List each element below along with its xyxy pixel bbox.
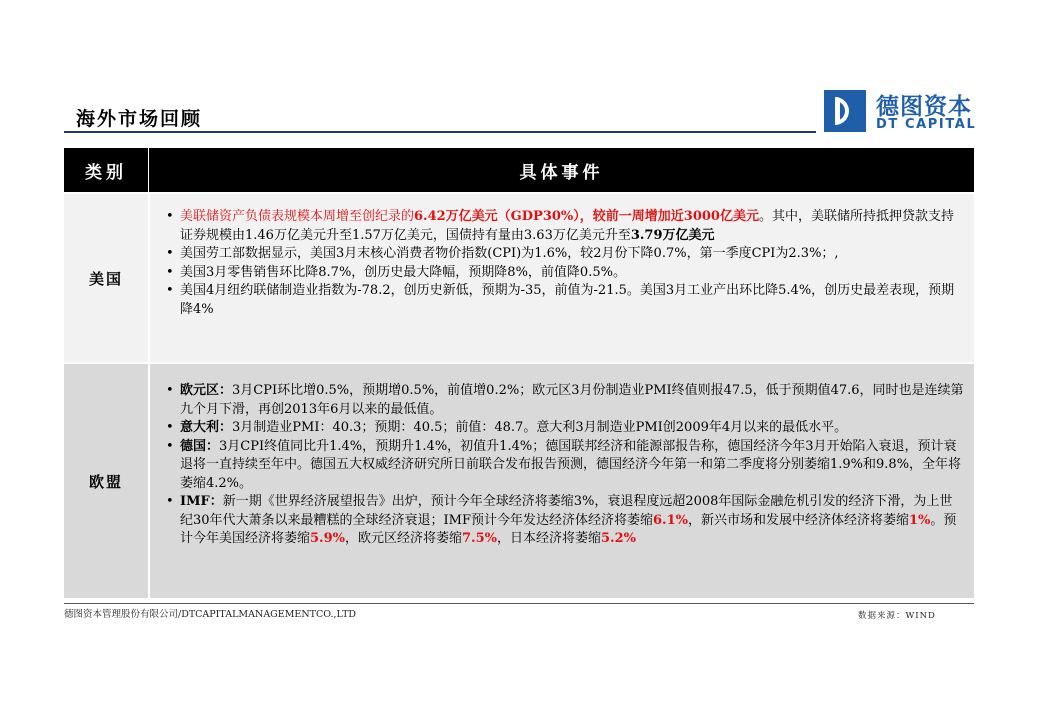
footer-company: 德图资本管理股份有限公司/DTCAPITALMANAGEMENTCO.,LTD — [64, 609, 357, 620]
text-segment: 欧元区： — [180, 383, 233, 398]
text-segment: 3月CPI环比增0.5%，预期增0.5%，前值增0.2%；欧元区3月份制造业PMI终值则报47.5，低于预期值47.6，同时也是连续第九个月下滑，再创2013年6月以来的最低值。 — [180, 383, 964, 417]
text-segment: 3月制造业PMI：40.3；预期：40.5；前值：48.7。意大利3月制造业PMI创2009年4月以来的最低水平。 — [232, 420, 848, 435]
text-segment: 美国劳工部数据显示，美国3月末核心消费者物价指数(CPI)为1.6%，较2月份下降0.7%，第一季度CPI为2.3%；, — [180, 246, 839, 261]
events-table — [64, 148, 974, 598]
company-logo — [824, 90, 977, 134]
text-segment: 6.42万亿美元（GDP30%），较前一周增加近3000亿美元 — [414, 209, 759, 224]
text-segment: 。其中，美联储所持抵押贷款支持证券规模由1.46万亿美元升至1.57万亿美元，国债持有量由3.63万亿美元升至 — [180, 209, 954, 243]
list-item — [164, 419, 964, 438]
list-item — [164, 382, 964, 419]
text-segment: 5.2% — [601, 531, 636, 546]
text-segment: 美联储资产负债表规模本周增至创纪录的 — [180, 209, 415, 224]
footer-source: 数据来源：WIND — [858, 611, 936, 621]
text-segment: 美国4月纽约联储制造业指数为-78.2，创历史新低，预期为-35，前值为-21.5。美国3月工业产出环比降5.4%，创历史最差表现，预期降4% — [180, 283, 955, 317]
list-item — [164, 438, 964, 494]
title-divider — [64, 131, 816, 133]
text-segment: 3.79万亿美元 — [630, 227, 715, 243]
header-events: 具体事件 — [519, 162, 604, 183]
text-segment: 。预计今年美国经济将萎缩 — [180, 512, 957, 546]
logo-english-name: DT CAPITAL — [876, 117, 977, 132]
eu-event-list — [164, 382, 964, 549]
text-segment: 3月CPI终值同比升1.4%，预期升1.4%，初值升1.4%；德国联邦经济和能源部报告称，德国经济今年3月开始陷入衰退，预计衰退将一直持续至年中。德国五大权威经济研究所日前联合发布报告预测，德国经济今年第一和第二季度将分别萎缩1.9%和9.8%，全年将萎缩4.2%。 — [180, 438, 962, 491]
text-segment: 新一期《世界经济展望报告》出炉，预计今年全球经济将萎缩3%，衰退程度远超2008年国际金融危机引发的经济下滑，为上世纪30年代大萧条以来最糟糕的全球经济衰退；IMF预计今年发达经济体经济将萎缩 — [180, 494, 953, 528]
text-segment: 1% — [909, 512, 931, 528]
table-row-us — [64, 192, 974, 362]
text-segment: 6.1% — [653, 512, 688, 528]
table-header — [64, 148, 974, 192]
category-us: 美国 — [64, 194, 150, 362]
text-segment: ，欧元区经济将萎缩 — [345, 531, 463, 546]
text-segment: 意大利： — [180, 420, 233, 435]
text-segment: ，新兴市场和发展中经济体经济将萎缩 — [688, 512, 910, 528]
list-item — [164, 282, 964, 319]
list-item — [164, 208, 964, 245]
list-item — [164, 493, 964, 549]
text-segment: ，日本经济将萎缩 — [497, 531, 602, 546]
text-segment: IMF： — [180, 494, 223, 509]
logo-d-icon — [824, 90, 866, 132]
category-eu: 欧盟 — [64, 364, 150, 598]
header-category: 类别 — [64, 148, 149, 192]
text-segment: 5.9% — [310, 531, 345, 546]
logo-chinese-name: 德图资本 — [876, 94, 972, 120]
list-item — [164, 264, 964, 283]
us-event-list — [164, 208, 964, 319]
text-segment: 7.5% — [462, 531, 497, 546]
table-row-eu — [64, 362, 974, 598]
page-title: 海外市场回顾 — [76, 108, 203, 130]
list-item — [164, 245, 964, 264]
footer-divider — [64, 603, 974, 604]
text-segment: 德国： — [180, 438, 220, 454]
text-segment: 美国3月零售销售环比降8.7%，创历史最大降幅，预期降8%，前值降0.5%。 — [180, 264, 626, 280]
